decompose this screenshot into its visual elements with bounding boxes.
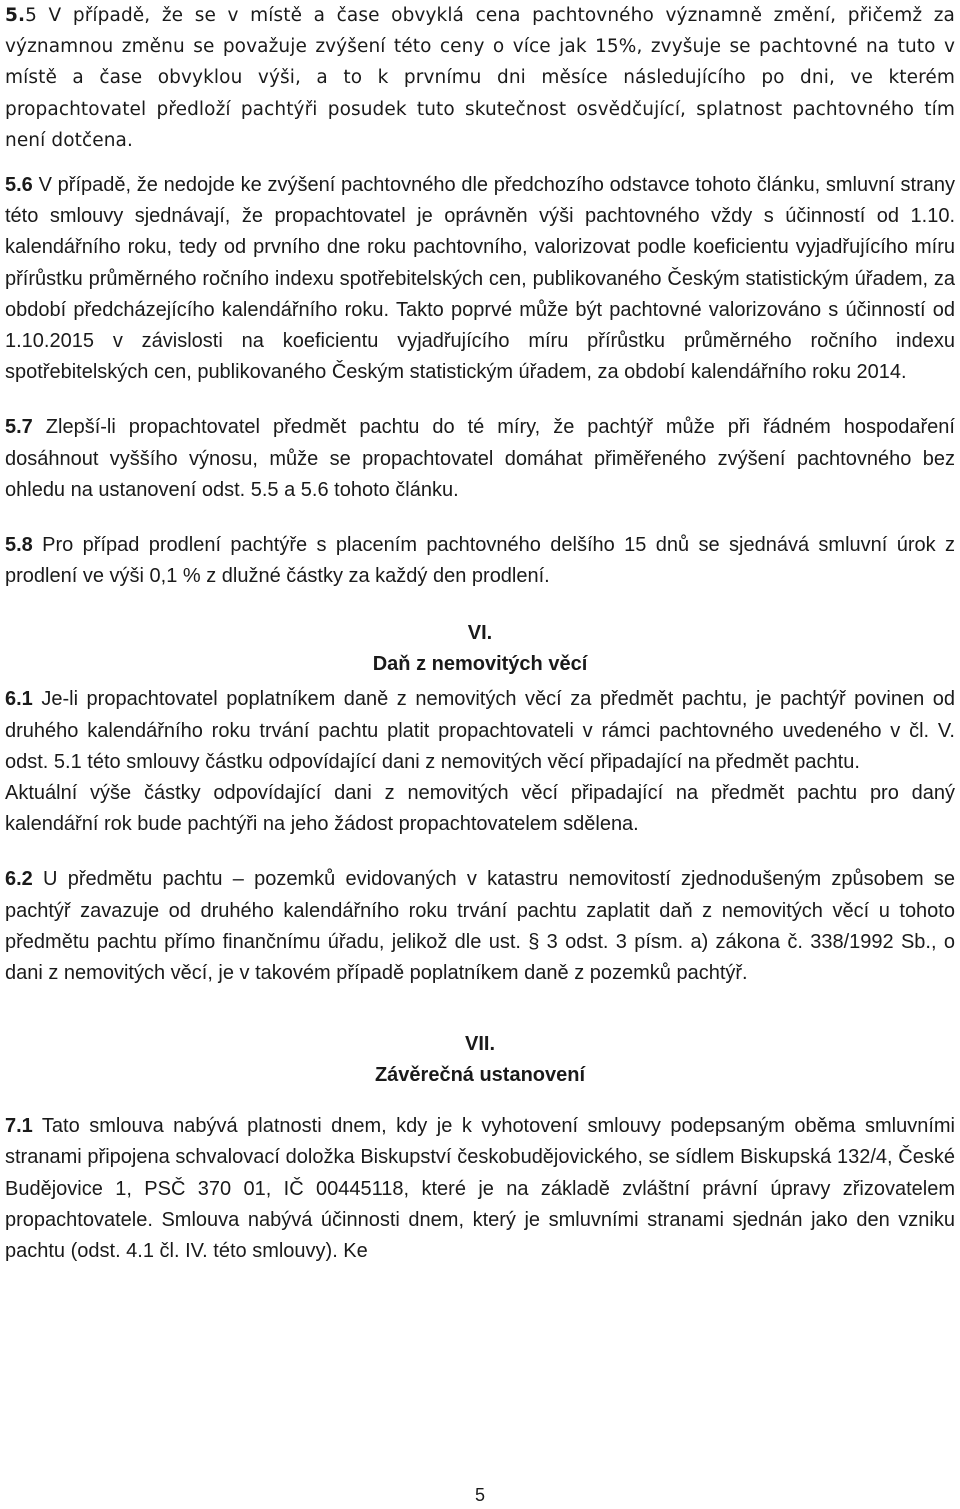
section-number: VII. <box>464 1033 495 1056</box>
paragraph-text: Zlepší-li propachtovatel předmět pachtu do té míry, že pachtýř může při řádném hospodaření dosáhnout vyššího výnosu, může se propachtovatel domáhat přiměřeného zvýšení pachtovného bez ohledu na ustanovení odst. 5.5 a 5.6 tohoto článku. <box>5 416 955 501</box>
paragraph-6-1 <box>5 684 955 778</box>
paragraph-number: 5.7 <box>5 416 33 439</box>
paragraph-text: 5 V případě, že se v místě a čase obvyklá cena pachtovného významně změní, přičemž za významnou změnu se považuje zvýšení této ceny o více jak 15%, zvyšuje se pachtovné na tuto v místě a čase obvyklou výši, a to k prvnímu dni měsíce následujícího po dni, ve kterém propachtovatel předloží pachtýři posudek tuto skutečnost osvědčující, splatnost pachtovného tím není dotčena. <box>5 5 955 151</box>
paragraph-5-8 <box>5 530 955 592</box>
paragraph-6-2 <box>5 864 955 989</box>
paragraph-number: 6.2 <box>5 868 33 891</box>
paragraph-number: 5.8 <box>5 534 33 557</box>
paragraph-text: U předmětu pachtu – pozemků evidovaných v katastru nemovitostí zjednodušeným způsobem se pachtýř zavazuje od druhého kalendářního roku trvání pachtu zaplatit daň z nemovitých věcí u tohoto předmětu pachtu přímo finančnímu úřadu, jelikož dle ust. § 3 odst. 3 písm. a) zákona č. 338/1992 Sb., o dani z nemovitých věcí, je v takovém případě poplatníkem daně z pozemků pachtýř. <box>5 868 955 985</box>
section-title: Závěrečná ustanovení <box>374 1064 586 1087</box>
section-title: Daň z nemovitých věcí <box>372 653 588 676</box>
document-page <box>5 0 955 1267</box>
paragraph-5-6 <box>5 170 955 388</box>
paragraph-number: 6.1 <box>5 688 33 711</box>
paragraph-number: 7.1 <box>5 1115 33 1138</box>
paragraph-text: Aktuální výše částky odpovídající dani z nemovitých věcí připadající na předmět pachtu pro daný kalendářní rok bude pachtýři na jeho žádost propachtovatelem sdělena. <box>5 782 955 836</box>
paragraph-text: Je-li propachtovatel poplatníkem daně z nemovitých věcí za předmět pachtu, je pachtýř povinen od druhého kalendářního roku trvání pachtu platit propachtovateli v rámci pachtovného uvedeného v čl. V. odst. 5.1 této smlouvy částku odpovídající dani z nemovitých věcí připadající na předmět pachtu. <box>5 688 955 773</box>
paragraph-text: Pro případ prodlení pachtýře s placením pachtovného delšího 15 dnů se sjednává smluvní úrok z prodlení ve výši 0,1 % z dlužné částky za každý den prodlení. <box>5 534 955 588</box>
paragraph-number: 5. <box>5 5 26 26</box>
paragraph-number: 5.6 <box>5 174 33 197</box>
paragraph-5-7 <box>5 412 955 506</box>
paragraph-7-1 <box>5 1111 955 1267</box>
paragraph-text: V případě, že nedojde ke zvýšení pachtovného dle předchozího odstavce tohoto článku, smluvní strany této smlouvy sjednávají, že propachtovatel je oprávněn výši pachtovného vždy s účinností od 1.10. kalendářního roku, tedy od prvního dne roku pachtovního, valorizovat podle koeficientu vyjadřujícího míru přírůstku průměrného ročního indexu spotřebitelských cen, publikovaného Českým statistickým úřadem, za období předcházejícího kalendářního roku. Takto poprvé může být pachtovné valorizováno s účinností od 1.10.2015 v závislosti na koeficientu vyjadřujícího míru přírůstku průměrného ročního indexu spotřebitelských cen, publikovaného Českým statistickým úřadem, za období kalendářního roku 2014. <box>5 174 955 384</box>
paragraph-text: Tato smlouva nabývá platnosti dnem, kdy je k vyhotovení smlouvy podepsaným oběma smluvními stranami připojena schvalovací doložka Biskupství českobudějovického, se sídlem Biskupská 132/4, České Budějovice 1, PSČ 370 01, IČ 00445118, které je na základě zvláštní právní úpravy zřizovatelem propachtovatele. Smlouva nabývá účinnosti dnem, který je smluvními stranami sjednán jako den vzniku pachtu (odst. 4.1 čl. IV. této smlouvy). Ke <box>5 1115 955 1263</box>
paragraph-5-5 <box>5 0 955 156</box>
paragraph-6-1-continuation <box>5 778 955 840</box>
page-number: 5 <box>474 1485 485 1505</box>
section-number: VI. <box>467 622 493 645</box>
